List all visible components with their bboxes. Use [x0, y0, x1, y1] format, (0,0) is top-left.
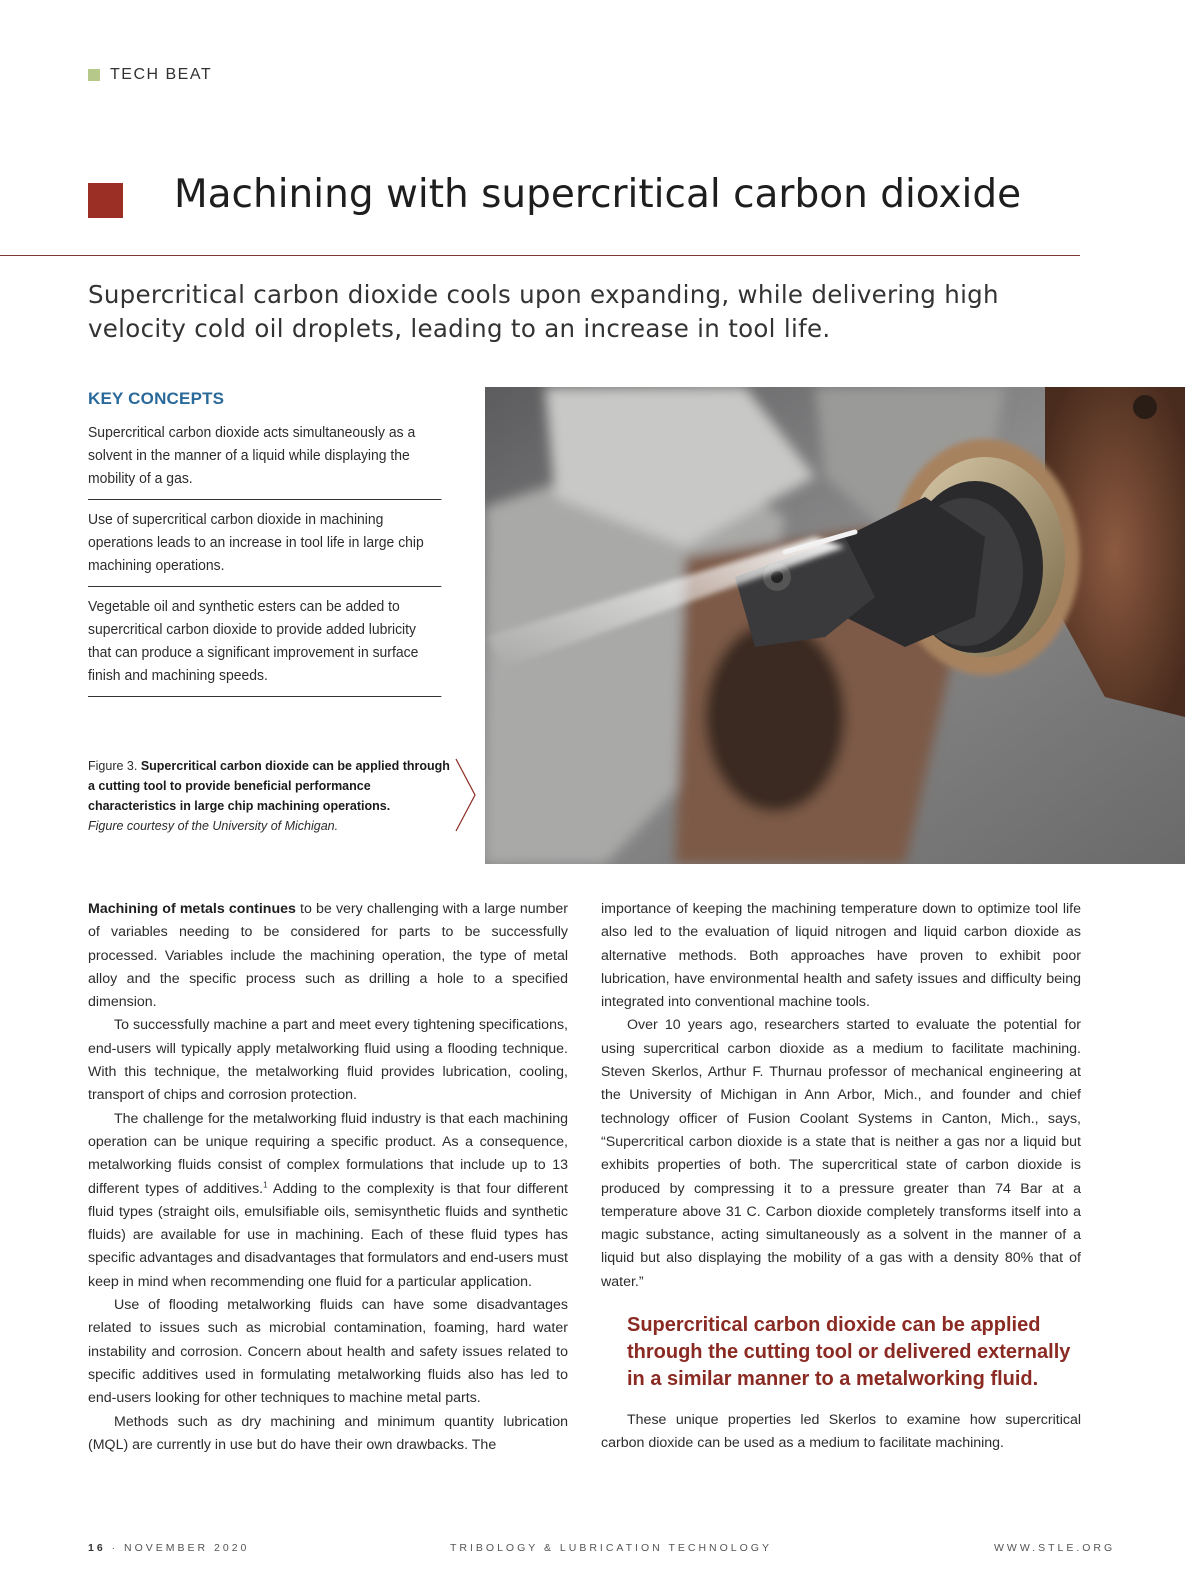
- figure-caption-text: Supercritical carbon dioxide can be applied through a cutting tool to provide beneficial performance characteristics in large chip machining operations.: [88, 759, 450, 813]
- figure-caption: [88, 756, 458, 836]
- article-title: Machining with supercritical carbon dioxide: [174, 172, 1022, 217]
- footer-separator: ·: [111, 1542, 119, 1554]
- section-tag-label: TECH BEAT: [110, 66, 213, 83]
- section-tag: [88, 66, 212, 84]
- caption-pointer-icon: [454, 758, 478, 832]
- body-column-left: [88, 898, 568, 1457]
- body-paragraph: [88, 1108, 568, 1294]
- page-number: 16: [88, 1542, 106, 1554]
- key-concepts-heading: KEY CONCEPTS: [88, 389, 225, 408]
- issue-date: NOVEMBER 2020: [124, 1542, 250, 1554]
- body-paragraph: To successfully machine a part and meet every tightening specifications, end-users will typically apply metalworking fluid using a flooding technique. With this technique, the metalworking fluid provides lubrication, cooling, transport of chips and corrosion protection.: [88, 1017, 568, 1104]
- key-concepts-list: [88, 421, 440, 697]
- machining-tool-photo: [485, 387, 1185, 864]
- figure-photo: [485, 387, 1185, 864]
- pull-quote: Supercritical carbon dioxide can be applied through the cutting tool or delivered externally in a similar manner to a metalworking fluid.: [627, 1314, 1071, 1391]
- body-paragraph: [88, 898, 568, 1014]
- key-concept-item: Use of supercritical carbon dioxide in machining operations leads to an increase in tool life in large chip machining operations.: [88, 508, 442, 587]
- lead-in: Machining of metals continues: [88, 901, 296, 917]
- body-text: Adding to the complexity is that four different fluid types (straight oils, emulsifiable oils, semisynthetic fluids and synthetic fluids) are available for use in machining. Each of these fluid types has specific advantages and disadvantages that formulators and end-users must keep in mind when recommending one fluid for a particular application.: [88, 1180, 568, 1290]
- key-concept-item: Supercritical carbon dioxide acts simultaneously as a solvent in the manner of a liquid while displaying the mobility of a gas.: [88, 421, 442, 500]
- article-deck: Supercritical carbon dioxide cools upon expanding, while delivering high velocity cold oil droplets, leading to an increase in tool life.: [88, 280, 999, 343]
- body-paragraph: Use of flooding metalworking fluids can have some disadvantages related to issues such as microbial contamination, foaming, hard water instability and corrosion. Concern about health and safety issues related to specific additives used in formulating metalworking fluids also has led to end-users looking for other techniques to machine metal parts.: [88, 1297, 568, 1407]
- key-concept-item: Vegetable oil and synthetic esters can be added to supercritical carbon dioxide to provide added lubricity that can produce a significant improvement in surface finish and machining speeds.: [88, 595, 442, 697]
- reference-marker: 1: [263, 1179, 268, 1189]
- body-paragraph: Over 10 years ago, researchers started to evaluate the potential for using supercritical carbon dioxide as a medium to facilitate machining. Steven Skerlos, Arthur F. Thurnau professor of mechanical engineering at the University of Michigan in Ann Arbor, Mich., and founder and chief technology officer of Fusion Coolant Systems in Canton, Mich., says, “Supercritical carbon dioxide is a state that is neither a gas nor a liquid but exhibits properties of both. The supercritical state of carbon dioxide is produced by compressing it to a pressure greater than 74 Bar at a temperature above 31 C. Carbon dioxide completely transforms itself into a magic substance, acting simultaneously as a solvent in the manner of a liquid but also displaying the mobility of a gas with a density 80% that of water.”: [601, 1017, 1081, 1290]
- body-text: The challenge for the metalworking fluid industry is that each machining operation can be unique requiring a specific product. As a consequence, metalworking fluids consist of complex formulations that include up to 13 different types of additives.: [88, 1110, 568, 1197]
- section-tag-square: [88, 69, 100, 81]
- figure-credit: Figure courtesy of the University of Michigan.: [88, 819, 339, 833]
- figure-label: Figure 3.: [88, 759, 138, 773]
- title-accent-square: [88, 183, 123, 218]
- body-paragraph: importance of keeping the machining temperature down to optimize tool life also led to the evaluation of liquid nitrogen and liquid carbon dioxide as alternative methods. Both approaches have proven to exhibit poor lubrication, have environmental health and safety issues and difficulty being integrated into conventional machine tools.: [601, 901, 1081, 1011]
- body-paragraph: These unique properties led Skerlos to examine how supercritical carbon dioxide can be used as a medium to facilitate machining.: [601, 1412, 1081, 1452]
- body-column-right: [601, 898, 1081, 1456]
- title-divider: [0, 255, 1080, 256]
- publication-name: TRIBOLOGY & LUBRICATION TECHNOLOGY: [450, 1542, 772, 1554]
- body-text: to be very challenging with a large number of variables needing to be considered for parts to be successfully processed. Variables include the machining operation, the type of metal alloy and the specific process such as drilling a hole to a specified dimension.: [88, 901, 568, 1011]
- website-link[interactable]: WWW.STLE.ORG: [994, 1542, 1116, 1554]
- footer-folio: [88, 1542, 249, 1554]
- body-paragraph: Methods such as dry machining and minimum quantity lubrication (MQL) are currently in use but do have their own drawbacks. The: [88, 1413, 568, 1453]
